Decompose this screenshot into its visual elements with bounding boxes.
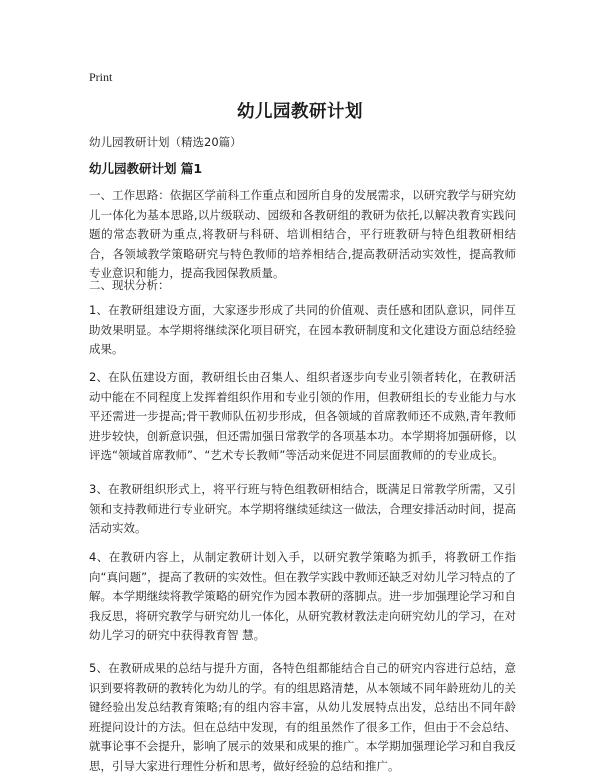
document-subtitle: 幼儿园教研计划（精选20篇） [89, 135, 242, 149]
paragraph-item-3: 3、在教研组织形式上，将平行班与特色组教研相结合，既满足日常教学所需，又引领和支持教师进行专业研究。本学期将继续延续这一做法，合理安排活动时间，提高活动实效。 [89, 482, 516, 535]
paragraph-item-1: 1、在教研组建设方面，大家逐步形成了共同的价值观、责任感和团队意识，同伴互助效果明显。本学期将继续深化项目研究，在园本教研制度和文化建设方面总结经验成果。 [89, 303, 516, 356]
paragraph-work-idea: 一、工作思路：依据区学前科工作重点和园所自身的发展需求，以研究教学与研究幼儿一体化为基本思路,以片级联动、园级和各教研组的教研为依托,以解决教育实践问题的常态教研为重点,将教研与科研、培训相结合，平行班教研与特色组教研相结合，各领域教学策略研究与特色教师的培养相结合,提高教研活动实效性，提高教师专业意识和能力，提高我园保教质量。 [89, 188, 516, 280]
paragraph-status-heading: 二、现状分析： [89, 278, 170, 292]
section-heading: 幼儿园教研计划 篇1 [89, 161, 203, 176]
paragraph-item-5: 5、在教研成果的总结与提升方面，各特色组都能结合自己的研究内容进行总结，意识到要将教研的教转化为幼儿的学。有的组思路清楚，从本领域不同年龄班幼儿的关键经验出发总结教育策略;有的组内容丰富，从幼儿发展特点出发，总结出不同年龄班提问设计的方法。但在总结中发现，有的组虽然作了很多工作，但由于不会总结、就事论事不会提升，影响了展示的效果和成果的推广。本学期加强理论学习和自我反思，引导大家进行理性分析和思考，做好经验的总结和推广。 [89, 661, 516, 773]
paragraph-item-2: 2、在队伍建设方面，教研组长由召集人、组织者逐步向专业引领者转化，在教研活动中能在不同程度上发挥着组织作用和专业引领的作用，但教研组长的专业能力与水平还需进一步提高;骨干教师队伍初步形成，但各领域的首席教师还不成熟,青年教师进步较快，创新意识强，但还需加强日常教学的各项基本功。本学期将加强研修，以评选“领域首席教师”、“艺术专长教师”等活动来促进不同层面教师的的专业成长。 [89, 370, 516, 462]
paragraph-item-4: 4、在教研内容上，从制定教研计划入手，以研究教学策略为抓手，将教研工作指向“真问题”，提高了教研的实效性。但在教学实践中教师还缺乏对幼儿学习特点的了解。本学期继续将教学策略的研究作为园本教研的落脚点。进一步加强理论学习和自我反思，将研究教学与研究幼儿一体化，从研究教材教法走向研究幼儿的学习，在对幼儿学习的研究中获得教育智 慧。 [89, 550, 516, 642]
page-title: 幼儿园教研计划 [237, 102, 363, 122]
print-link[interactable]: Print [89, 70, 113, 84]
